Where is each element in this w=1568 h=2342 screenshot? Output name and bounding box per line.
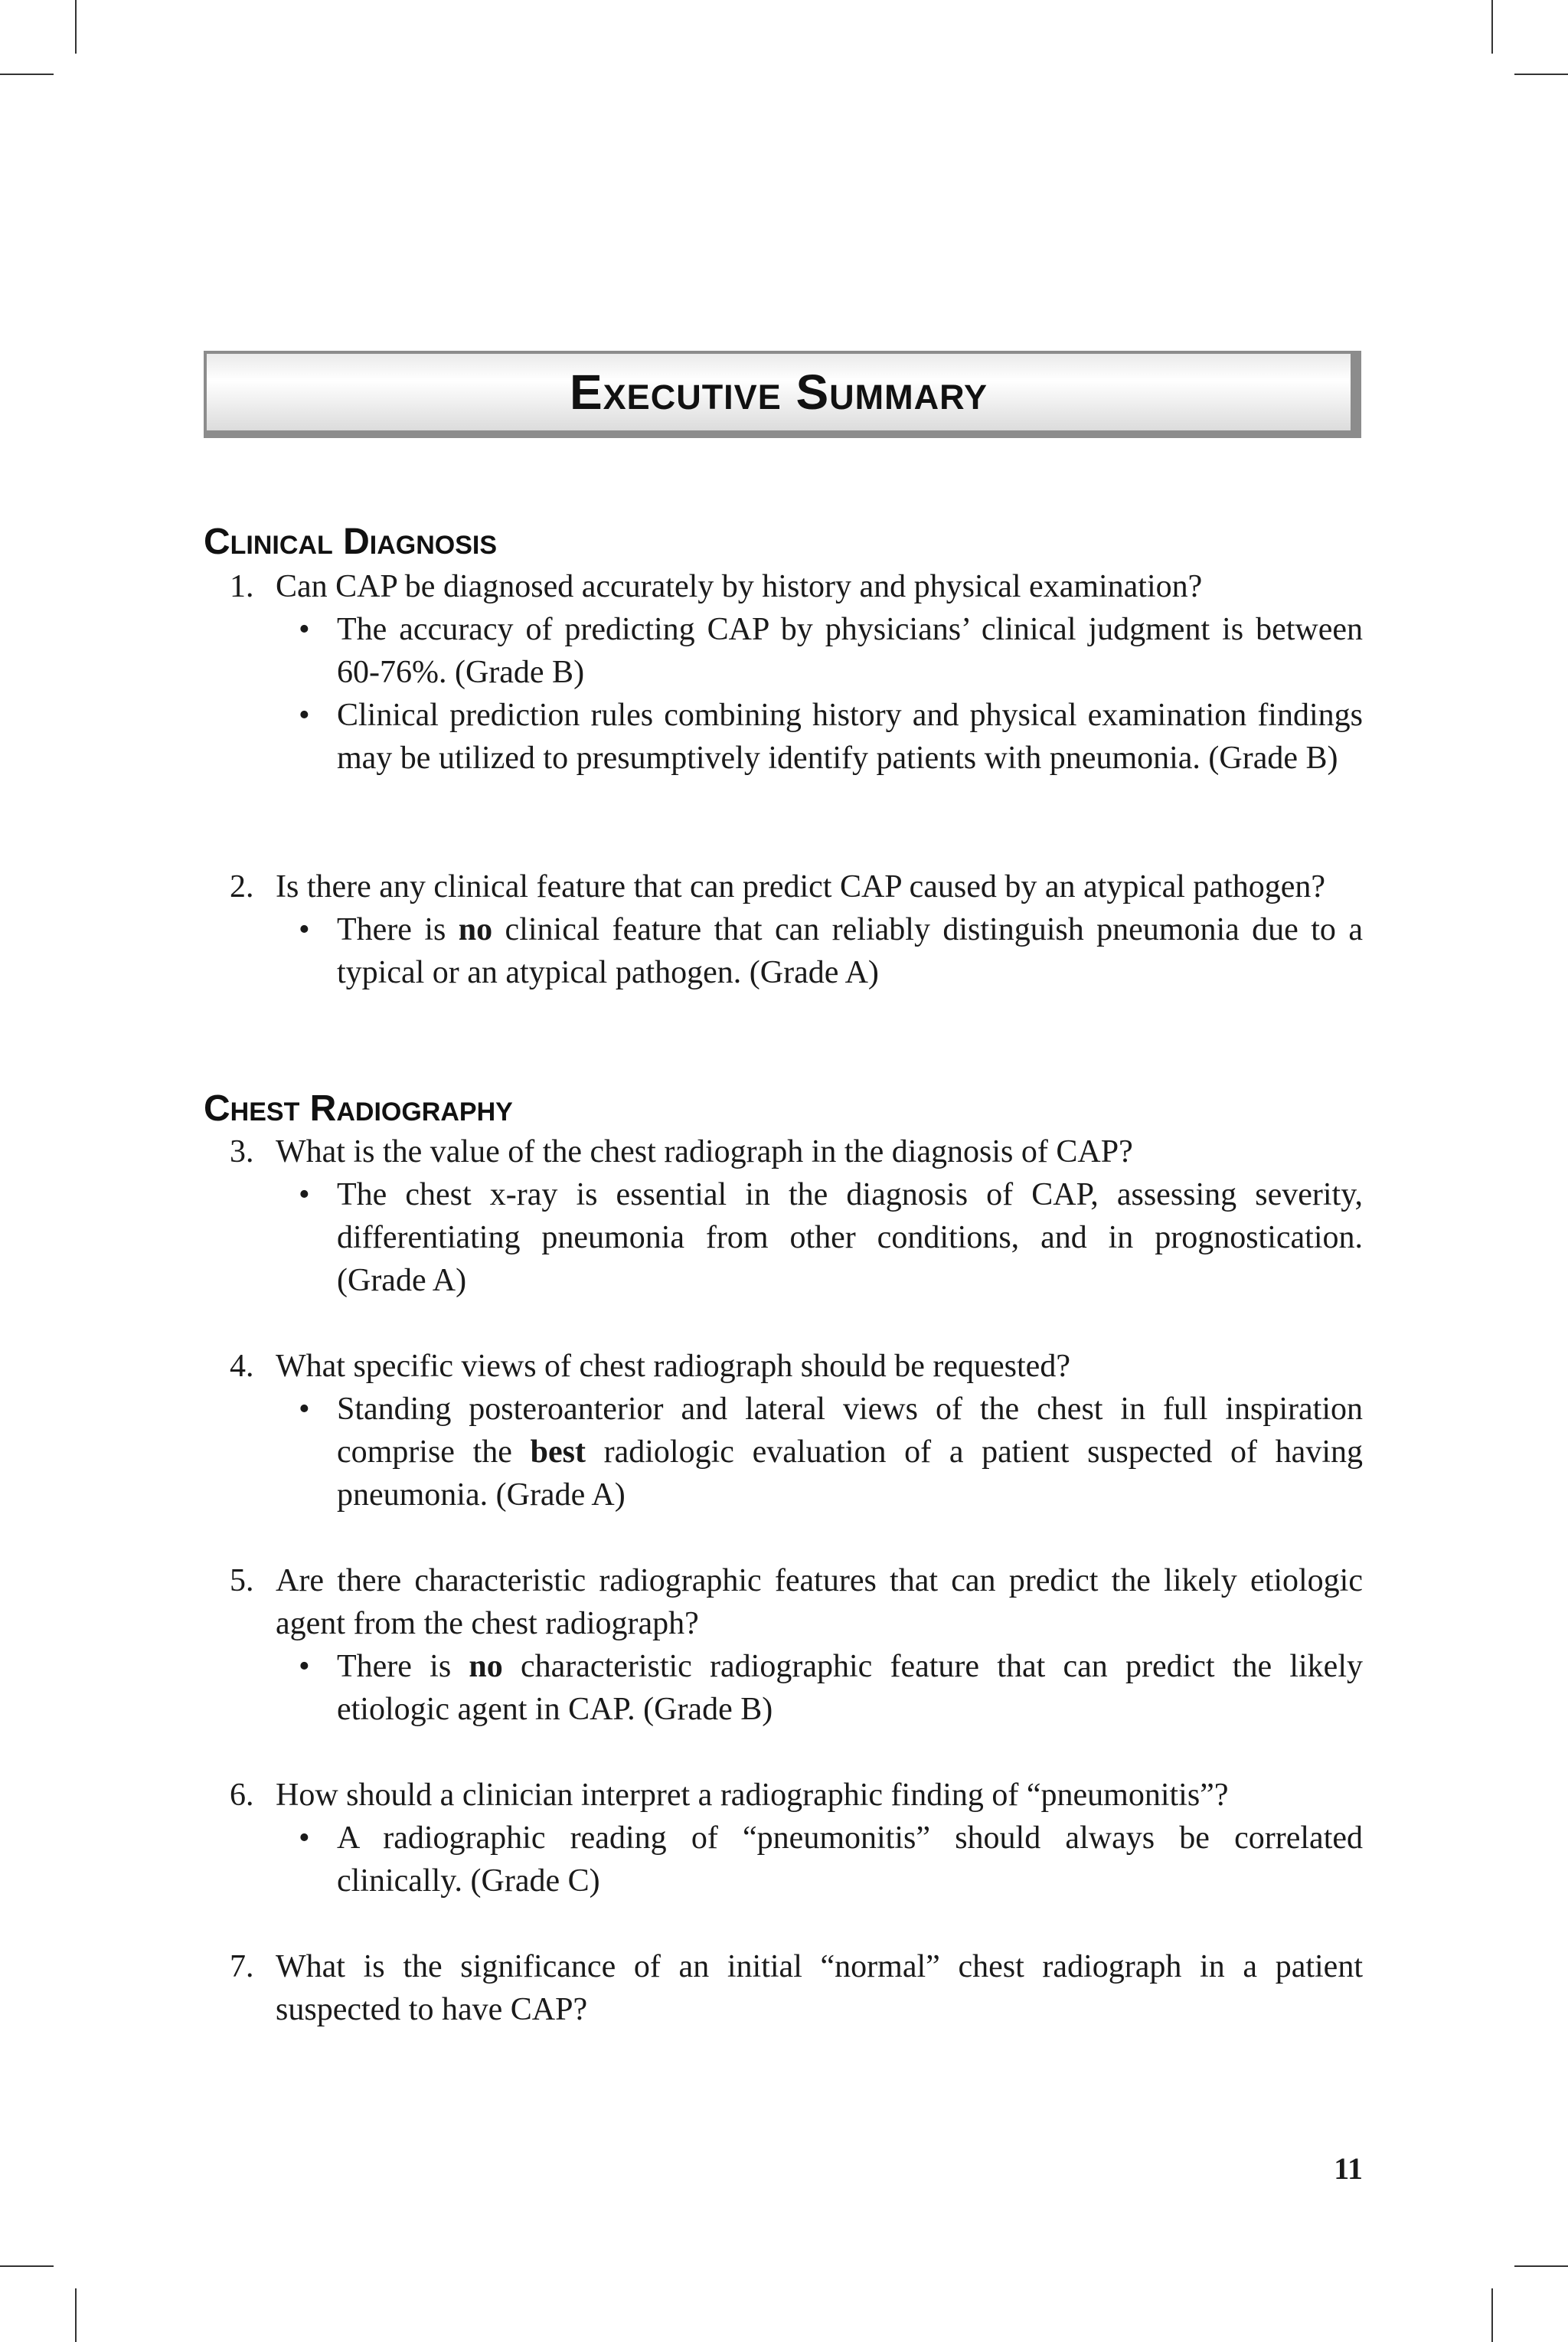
answer-text: A radiographic reading of “pneumonitis” should always be correlated clinically. (Grade C) bbox=[337, 1820, 1363, 1899]
question-text: Are there characteristic radiographic features that can predict the likely etiologic agent from the chest radiograph? bbox=[276, 1563, 1363, 1641]
answer-text: The accuracy of predicting CAP by physicians’ clinical judgment is between 60-76%. (Grade B) bbox=[337, 612, 1363, 690]
bullet-icon: • bbox=[299, 612, 310, 647]
answer-list bbox=[230, 1388, 1363, 1516]
answer-bullet bbox=[299, 1817, 1363, 1902]
question-text: What is the significance of an initial “normal” chest radiograph in a patient suspected to have CAP? bbox=[276, 1949, 1363, 2027]
answer-bullet bbox=[299, 1645, 1363, 1731]
answer-bullet bbox=[299, 608, 1363, 694]
crop-mark-bottom-right-h bbox=[1514, 2265, 1568, 2267]
question-number: 7. bbox=[230, 1949, 254, 1984]
answer-bullet bbox=[299, 908, 1363, 994]
section-heading-clinical-diagnosis: Clinical Diagnosis bbox=[204, 522, 498, 562]
crop-mark-bottom-left bbox=[75, 2288, 77, 2342]
crop-mark-bottom-left-h bbox=[0, 2265, 54, 2267]
question-number: 5. bbox=[230, 1563, 254, 1598]
answer-list bbox=[230, 1173, 1363, 1302]
question-text: What is the value of the chest radiograph in the diagnosis of CAP? bbox=[276, 1134, 1133, 1169]
crop-mark-top-left-h bbox=[0, 74, 54, 75]
page-number: 11 bbox=[1334, 2151, 1363, 2186]
question-number: 2. bbox=[230, 869, 254, 904]
answer-bullet bbox=[299, 694, 1363, 780]
answer-list bbox=[230, 908, 1363, 994]
bullet-icon: • bbox=[299, 1392, 310, 1427]
answer-bullet bbox=[299, 1388, 1363, 1516]
crop-mark-top-left bbox=[75, 0, 77, 54]
bullet-icon: • bbox=[299, 1177, 310, 1212]
bullet-icon: • bbox=[299, 1649, 310, 1684]
answer-text: There is no clinical feature that can reliably distinguish pneumonia due to a typical or an atypical pathogen. (Grade A) bbox=[337, 912, 1363, 990]
answer-list bbox=[230, 1645, 1363, 1731]
question-item-3 bbox=[230, 1130, 1363, 1302]
bullet-icon: • bbox=[299, 912, 310, 947]
answer-text: The chest x-ray is essential in the diagnosis of CAP, assessing severity, differentiating pneumonia from other conditions, and in prognostication. (Grade A) bbox=[337, 1177, 1363, 1298]
bullet-icon: • bbox=[299, 698, 310, 733]
question-item-7 bbox=[230, 1945, 1363, 2031]
question-text: What specific views of chest radiograph should be requested? bbox=[276, 1349, 1070, 1384]
question-item-4 bbox=[230, 1345, 1363, 1516]
question-text: How should a clinician interpret a radiographic finding of “pneumonitis”? bbox=[276, 1778, 1229, 1813]
page-title: Executive Summary bbox=[569, 365, 988, 420]
question-text: Is there any clinical feature that can predict CAP caused by an atypical pathogen? bbox=[276, 869, 1326, 904]
question-number: 3. bbox=[230, 1134, 254, 1169]
crop-mark-bottom-right bbox=[1491, 2288, 1493, 2342]
answer-text: Clinical prediction rules combining history and physical examination findings may be utilized to presumptively identify patients with pneumonia. (Grade B) bbox=[337, 698, 1363, 776]
question-number: 4. bbox=[230, 1349, 254, 1384]
question-number: 6. bbox=[230, 1778, 254, 1813]
question-item-2 bbox=[230, 865, 1363, 994]
answer-bullet bbox=[299, 1173, 1363, 1302]
page-title-banner bbox=[204, 351, 1361, 438]
question-item-1 bbox=[230, 565, 1363, 780]
bullet-icon: • bbox=[299, 1820, 310, 1856]
answer-list bbox=[230, 608, 1363, 780]
question-item-5 bbox=[230, 1559, 1363, 1731]
question-item-6 bbox=[230, 1774, 1363, 1902]
question-number: 1. bbox=[230, 569, 254, 604]
answer-list bbox=[230, 1817, 1363, 1902]
crop-mark-top-right bbox=[1491, 0, 1493, 54]
section-heading-chest-radiography: Chest Radiography bbox=[204, 1088, 513, 1129]
question-text: Can CAP be diagnosed accurately by history and physical examination? bbox=[276, 569, 1203, 604]
crop-mark-top-right-h bbox=[1514, 74, 1568, 75]
answer-text: There is no characteristic radiographic feature that can predict the likely etiologic agent in CAP. (Grade B) bbox=[337, 1649, 1363, 1727]
answer-text: Standing posteroanterior and lateral views of the chest in full inspiration comprise the best radiologic evaluation of a patient suspected of having pneumonia. (Grade A) bbox=[337, 1392, 1363, 1513]
